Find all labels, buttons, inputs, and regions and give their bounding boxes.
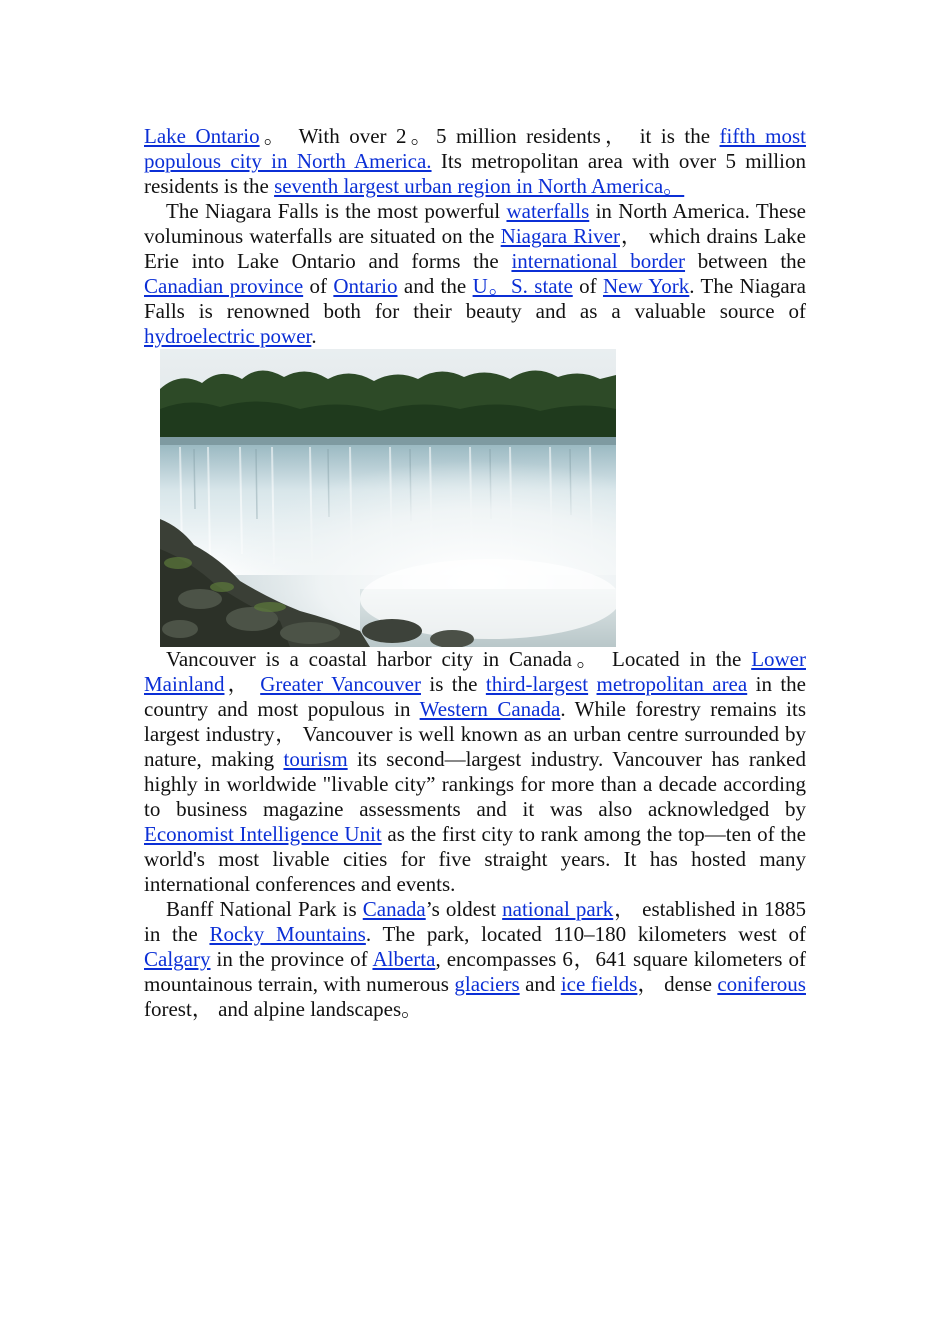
text: ， dense xyxy=(637,972,718,996)
text: in North America. These voluminous waterfalls are situated on the xyxy=(144,199,806,248)
link-economist-intelligence-unit[interactable]: Economist Intelligence Unit xyxy=(144,822,382,846)
text: Banff National Park is xyxy=(166,897,363,921)
text: forest， and alpine landscapes。 xyxy=(144,997,423,1021)
text: between the xyxy=(685,249,807,273)
text: as the first city to rank among the top—ten of the world's most livable cities for five straight years. It has hosted many international conferences and events. xyxy=(144,822,806,896)
text: . While forestry remains its largest industry， Vancouver is well known as an urban centre surrounded by nature, making xyxy=(144,697,806,771)
link-international-border[interactable]: international border xyxy=(511,249,686,273)
niagara-falls-photo xyxy=(160,349,616,647)
paragraph-niagara xyxy=(144,199,806,349)
text: The Niagara Falls is the most powerful xyxy=(166,199,507,223)
link-ontario[interactable]: Ontario xyxy=(333,274,398,298)
link-glaciers[interactable]: glaciers xyxy=(454,972,520,996)
link-lower-mainland[interactable]: Lower Mainland xyxy=(144,647,806,696)
niagara-falls-illustration xyxy=(160,349,616,647)
link-new-york[interactable]: New York xyxy=(602,274,690,298)
paragraph-toronto xyxy=(144,124,806,199)
link-greater-vancouver[interactable]: Greater Vancouver xyxy=(260,672,421,696)
document-body xyxy=(144,124,806,1022)
text: , encompasses 6，641 square kilometers of mountainous terrain, with numerous xyxy=(144,947,806,996)
link-canada[interactable]: Canada xyxy=(362,897,426,921)
text: . xyxy=(311,324,317,348)
text: in the province of xyxy=(210,947,373,971)
link-fifth-most-populous[interactable]: fifth most populous city in North America. xyxy=(144,124,806,173)
text: 。 With over 2。5 million residents， it is the xyxy=(259,124,720,148)
text: of xyxy=(303,274,334,298)
text: is the xyxy=(420,672,486,696)
link-lake-ontario[interactable]: Lake Ontario xyxy=(144,124,260,148)
text: ， xyxy=(224,672,261,696)
link-national-park[interactable]: national park xyxy=(502,897,614,921)
link-third-largest[interactable]: third-largest xyxy=(485,672,589,696)
link-us-state[interactable]: U。S. state xyxy=(472,274,573,298)
text: . The park, located 110–180 kilometers west of xyxy=(365,922,806,946)
link-coniferous[interactable]: coniferous xyxy=(717,972,806,996)
text: ’s oldest xyxy=(425,897,503,921)
link-rocky-mountains[interactable]: Rocky Mountains xyxy=(209,922,366,946)
link-western-canada[interactable]: Western Canada xyxy=(419,697,561,721)
link-metropolitan-area[interactable]: metropolitan area xyxy=(596,672,748,696)
link-calgary[interactable]: Calgary xyxy=(144,947,211,971)
text: of xyxy=(572,274,603,298)
text: Vancouver is a coastal harbor city in Canada。 Located in the xyxy=(166,647,752,671)
text: and the xyxy=(397,274,473,298)
link-alberta[interactable]: Alberta xyxy=(372,947,436,971)
link-ice-fields[interactable]: ice fields xyxy=(560,972,638,996)
text: in the country and most populous in xyxy=(144,672,806,721)
link-waterfalls[interactable]: waterfalls xyxy=(506,199,590,223)
text: ， established in 1885 in the xyxy=(144,897,807,946)
text: its second—largest industry. Vancouver has ranked highly in worldwide "livable city” rankings for more than a decade according to business magazine assessments and it was also acknowledged by xyxy=(144,747,806,821)
text: . The Niagara Falls is renowned both for their beauty and as a valuable source of xyxy=(144,274,806,323)
link-hydroelectric-power[interactable]: hydroelectric power xyxy=(144,324,312,348)
text xyxy=(588,672,596,696)
link-niagara-river[interactable]: Niagara River xyxy=(500,224,620,248)
paragraph-vancouver xyxy=(144,647,806,897)
link-canadian-province[interactable]: Canadian province xyxy=(144,274,304,298)
text: Its metropolitan area with over 5 million residents is the xyxy=(144,149,806,198)
link-seventh-largest-urban-region[interactable]: seventh largest urban region in North America。 xyxy=(274,174,685,198)
text: ， which drains Lake Erie into Lake Ontario and forms the xyxy=(144,224,806,273)
link-tourism[interactable]: tourism xyxy=(283,747,348,771)
text: and xyxy=(519,972,561,996)
paragraph-banff xyxy=(144,897,806,1022)
